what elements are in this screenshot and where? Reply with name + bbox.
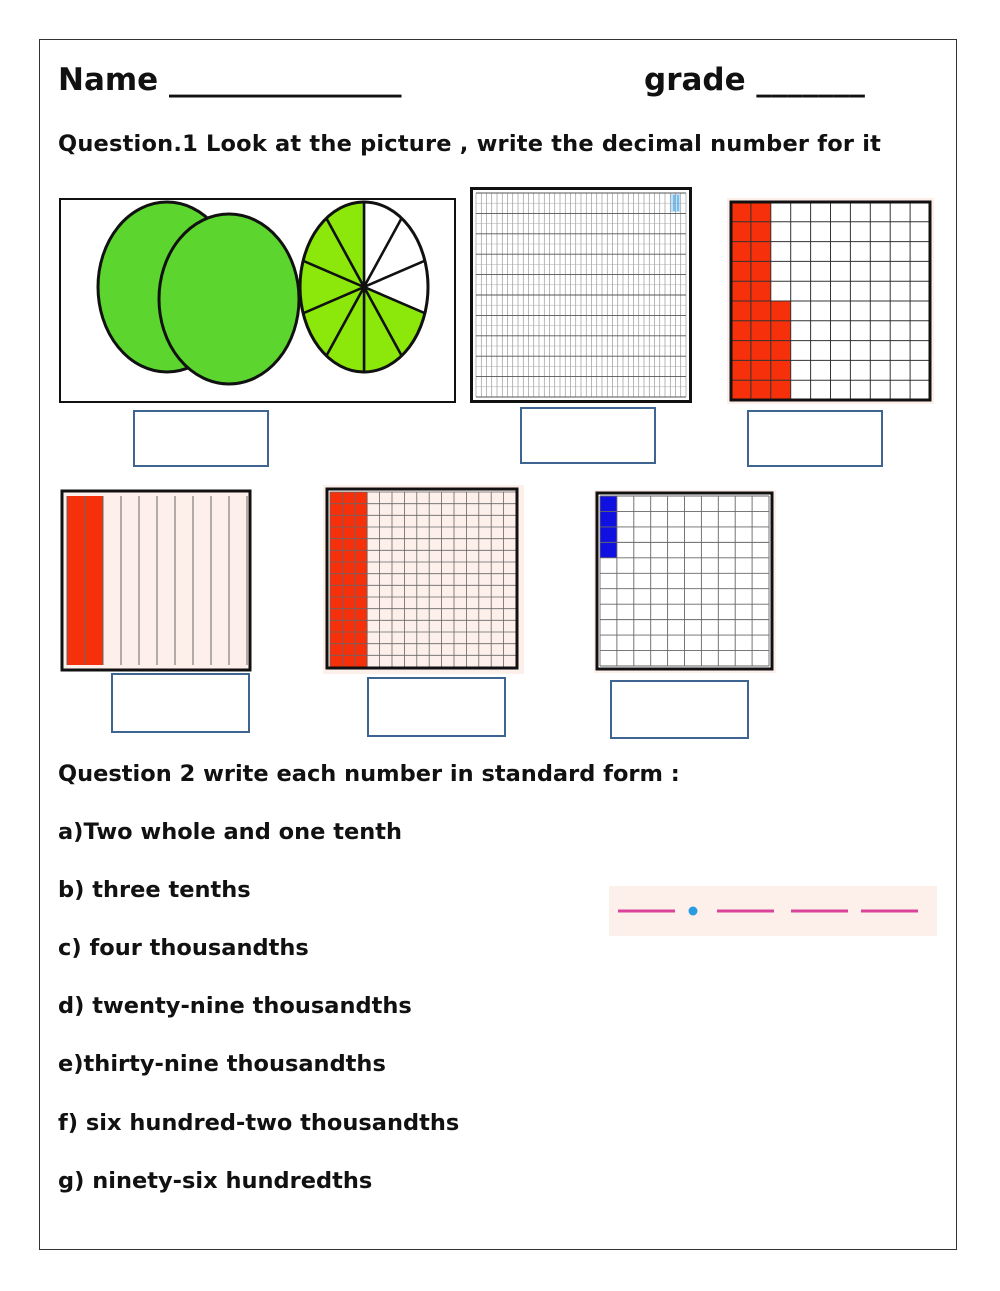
shaded-cell (731, 242, 751, 262)
q2-item-c: c) four thousandths (58, 935, 309, 961)
answer-box-2[interactable] (520, 407, 656, 464)
shaded-cell (751, 261, 771, 281)
shaded-cell (751, 242, 771, 262)
q2-item-g: g) ninety-six hundredths (58, 1168, 373, 1194)
q2-item-d: d) twenty-nine thousandths (58, 993, 412, 1019)
answer-box-1[interactable] (133, 410, 269, 467)
shaded-cell (731, 341, 751, 361)
picture-hundred-grid-red (727, 198, 934, 404)
grade-label: grade _______ (644, 62, 865, 98)
question-2-prompt: Question 2 write each number in standard form : (58, 761, 680, 787)
q2-item-e: e)thirty-nine thousandths (58, 1051, 386, 1077)
picture-tenths-strip (59, 488, 253, 673)
shaded-cell (751, 341, 771, 361)
shaded-columns (330, 492, 367, 667)
shaded-cell (751, 202, 771, 222)
shaded-cell (731, 380, 751, 400)
shaded-cell (771, 321, 791, 341)
answer-box-6[interactable] (610, 680, 749, 739)
shaded-cell (751, 380, 771, 400)
name-label: Name _______________ (58, 62, 402, 98)
q2-item-b: b) three tenths (58, 877, 251, 903)
shaded-cell (731, 261, 751, 281)
shaded-cell (751, 301, 771, 321)
shaded-cell (731, 321, 751, 341)
oval-whole-2 (159, 214, 299, 384)
answer-box-3[interactable] (747, 410, 883, 467)
shaded-cell (751, 321, 771, 341)
q2-item-f: f) six hundred-two thousandths (58, 1110, 460, 1136)
picture-hundred-grid-blue (594, 490, 776, 673)
picture-thousand-grid (470, 187, 692, 403)
q2-item-a: a)Two whole and one tenth (58, 819, 403, 845)
shaded-cell (771, 360, 791, 380)
shaded-cell (731, 301, 751, 321)
picture-ovals-pie (59, 198, 456, 403)
question-1-prompt: Question.1 Look at the picture , write the decimal number for it (58, 131, 882, 157)
shaded-cell (771, 301, 791, 321)
shaded-cell (731, 222, 751, 242)
shaded-cell (751, 222, 771, 242)
shaded-cell (771, 341, 791, 361)
shaded-cell (731, 360, 751, 380)
shaded-cell (731, 202, 751, 222)
answer-box-5[interactable] (367, 677, 506, 737)
decimal-point-dot (689, 907, 698, 916)
shaded-cell (751, 360, 771, 380)
shaded-cell (771, 380, 791, 400)
picture-hundred-grid-red-columns (323, 485, 524, 674)
answer-box-4[interactable] (111, 673, 250, 733)
pie-tenths (300, 202, 428, 372)
shaded-cell (751, 281, 771, 301)
place-value-blanks (609, 886, 937, 936)
shaded-cell (731, 281, 751, 301)
